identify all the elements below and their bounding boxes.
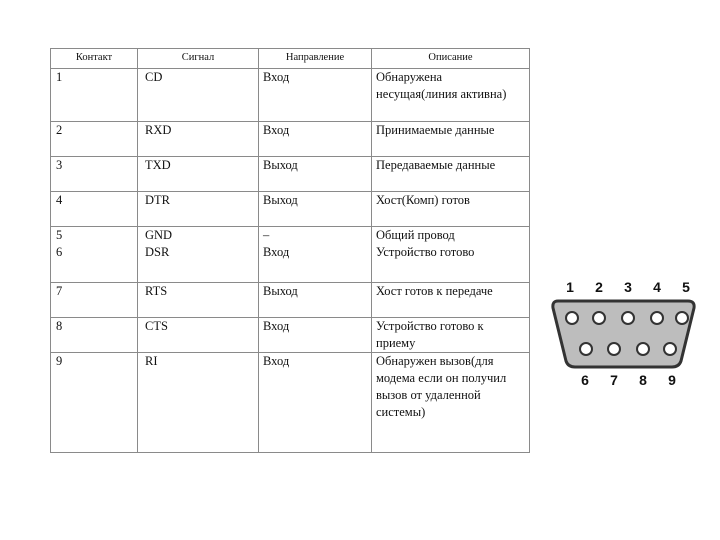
cell-contact: 8	[51, 318, 138, 353]
cell-direction: Вход	[259, 69, 372, 122]
description-line: приему	[376, 336, 416, 350]
cell-signal: RTS	[138, 283, 259, 318]
header-signal: Сигнал	[138, 49, 259, 69]
description-line: несущая(линия активна)	[376, 87, 507, 101]
cell-direction: Выход	[259, 283, 372, 318]
table-row	[51, 157, 530, 192]
cell-signal: TXD	[138, 157, 259, 192]
cell-signal: CTS	[138, 318, 259, 353]
description-line: Хост(Комп) готов	[376, 193, 470, 207]
description-line: модема если он получил	[376, 371, 507, 385]
pin-label-8: 8	[639, 372, 647, 388]
pin-1-socket	[566, 312, 578, 324]
header-direction: Направление	[259, 49, 372, 69]
description-line: Обнаружена	[376, 70, 443, 84]
cell-description	[372, 157, 530, 192]
table-row	[51, 353, 530, 453]
contact-line: 5	[56, 228, 63, 242]
pin-label-5: 5	[682, 279, 690, 295]
table-row	[51, 318, 530, 353]
pin-label-9: 9	[668, 372, 676, 388]
pin-2-socket	[593, 312, 605, 324]
direction-line: Вход	[263, 245, 290, 259]
cell-contact: 3	[51, 157, 138, 192]
cell-direction: Вход	[259, 318, 372, 353]
description-line: Устройство готово	[376, 245, 475, 259]
signal-line: DSR	[145, 245, 170, 259]
pin-label-4: 4	[653, 279, 661, 295]
cell-description	[372, 192, 530, 227]
cell-signal: DTR	[138, 192, 259, 227]
table-header-row	[51, 49, 530, 69]
cell-direction: Выход	[259, 157, 372, 192]
description-line: Устройство готово к	[376, 319, 484, 333]
pin-label-3: 3	[624, 279, 632, 295]
direction-line: –	[263, 228, 270, 242]
cell-description	[372, 283, 530, 318]
pin-3-socket	[622, 312, 634, 324]
signal-line: GND	[145, 228, 173, 242]
cell-description	[372, 353, 530, 453]
cell-description	[372, 69, 530, 122]
cell-direction: Выход	[259, 192, 372, 227]
pin-label-7: 7	[610, 372, 618, 388]
description-line: Передаваемые данные	[376, 158, 496, 172]
cell-contact: 9	[51, 353, 138, 453]
cell-description	[372, 318, 530, 353]
cell-contact: 4	[51, 192, 138, 227]
table-row	[51, 227, 530, 283]
header-contact: Контакт	[51, 49, 138, 69]
cell-direction: Вход	[259, 122, 372, 157]
pin-label-1: 1	[566, 279, 574, 295]
cell-description	[372, 227, 530, 283]
cell-description	[372, 122, 530, 157]
description-line: вызов от удаленной	[376, 388, 481, 402]
pin-8-socket	[637, 343, 649, 355]
table-row	[51, 69, 530, 122]
cell-direction	[259, 227, 372, 283]
db9-connector-diagram	[548, 273, 698, 393]
table-row	[51, 192, 530, 227]
pin-7-socket	[608, 343, 620, 355]
cell-signal: RI	[138, 353, 259, 453]
contact-line: 6	[56, 245, 63, 259]
pin-9-socket	[664, 343, 676, 355]
cell-direction: Вход	[259, 353, 372, 453]
description-line: системы)	[376, 405, 426, 419]
pin-4-socket	[651, 312, 663, 324]
cell-contact: 1	[51, 69, 138, 122]
pin-label-6: 6	[581, 372, 589, 388]
description-line: Хост готов к передаче	[376, 284, 493, 298]
pin-6-socket	[580, 343, 592, 355]
cell-signal	[138, 227, 259, 283]
header-description: Описание	[372, 49, 530, 69]
cell-contact	[51, 227, 138, 283]
pinout-table	[50, 48, 530, 453]
description-line: Принимаемые данные	[376, 123, 495, 137]
cell-signal: CD	[138, 69, 259, 122]
connector-shell	[553, 301, 694, 367]
table-row	[51, 283, 530, 318]
cell-contact: 7	[51, 283, 138, 318]
cell-contact: 2	[51, 122, 138, 157]
description-line: Обнаружен вызов(для	[376, 354, 494, 368]
pin-label-2: 2	[595, 279, 603, 295]
description-line: Общий провод	[376, 228, 455, 242]
pin-5-socket	[676, 312, 688, 324]
table-row	[51, 122, 530, 157]
cell-signal: RXD	[138, 122, 259, 157]
